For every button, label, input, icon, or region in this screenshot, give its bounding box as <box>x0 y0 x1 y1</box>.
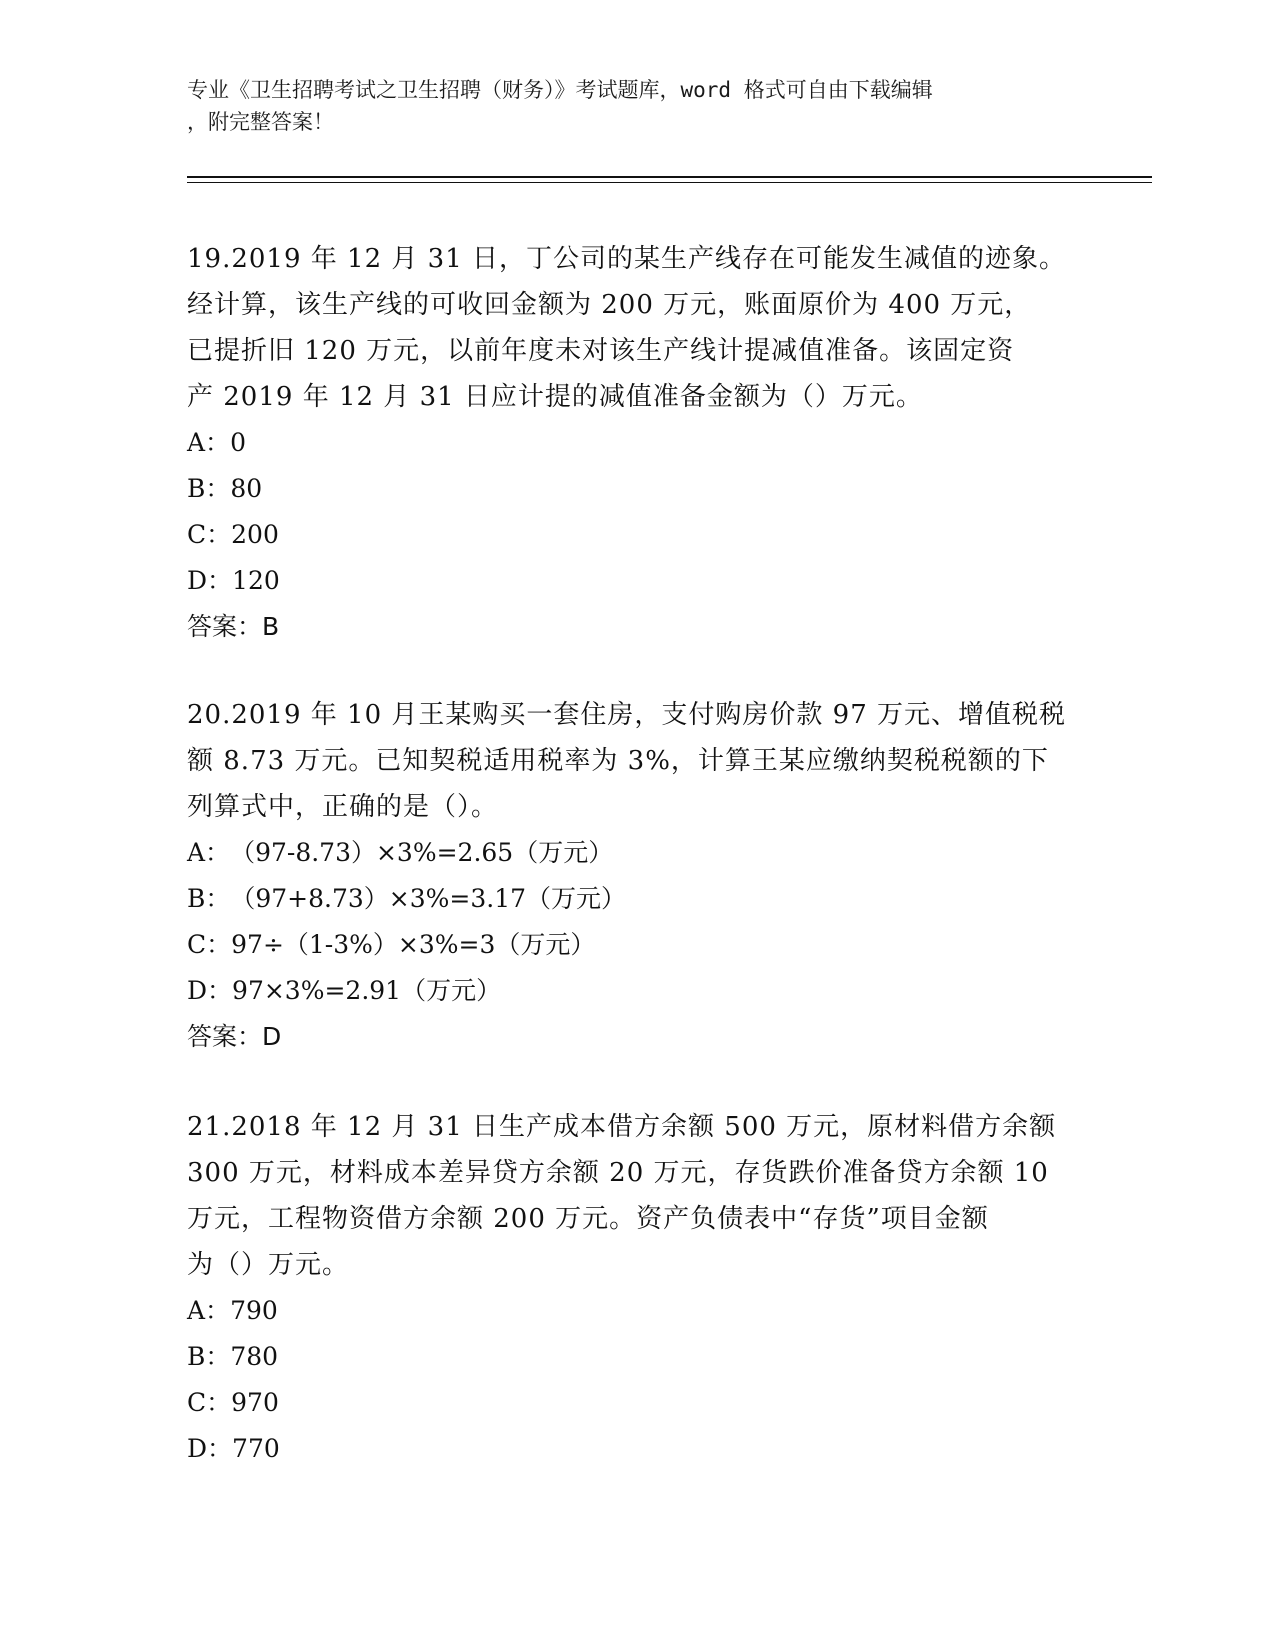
header-rule-thin <box>187 182 1152 183</box>
stem-line: 300 万元，材料成本差异贷方余额 20 万元，存货跌价准备贷方余额 10 <box>187 1158 1049 1188</box>
option-b <box>187 466 1087 512</box>
option-text: 770 <box>232 1434 280 1463</box>
question-stem <box>187 236 1087 420</box>
option-text: 780 <box>230 1342 279 1371</box>
option-key: D： <box>187 1434 233 1463</box>
option-text: （97+8.73）×3%=3.17（万元） <box>230 884 627 913</box>
question-19 <box>187 236 1087 650</box>
option-b <box>187 1334 1087 1380</box>
stem-line: 21.2018 年 12 月 31 日生产成本借方余额 500 万元，原材料借方余额 <box>187 1112 1057 1142</box>
stem-line: 额 8.73 万元。已知契税适用税率为 3%，计算王某应缴纳契税税额的下 <box>187 746 1049 776</box>
question-stem <box>187 1104 1087 1288</box>
option-text: 0 <box>230 428 246 457</box>
option-d <box>187 968 1087 1014</box>
header-line-2: ，附完整答案！ <box>187 110 334 134</box>
option-d <box>187 558 1087 604</box>
question-21 <box>187 1104 1087 1472</box>
option-text: 200 <box>231 520 279 549</box>
answer: 答案：D <box>187 1022 282 1051</box>
option-c <box>187 922 1087 968</box>
header-rule-thick <box>187 176 1152 178</box>
stem-line: 万元，工程物资借方余额 200 万元。资产负债表中“存货”项目金额 <box>187 1204 989 1234</box>
option-text: 80 <box>230 474 263 503</box>
option-key: B： <box>187 1342 231 1371</box>
answer: 答案：B <box>187 612 280 641</box>
document-header <box>187 74 1087 138</box>
option-key: A： <box>187 838 231 867</box>
option-text: （97-8.73）×3%=2.65（万元） <box>230 838 614 867</box>
option-a <box>187 1288 1087 1334</box>
option-c <box>187 1380 1087 1426</box>
question-20 <box>187 692 1087 1060</box>
option-a <box>187 420 1087 466</box>
option-c <box>187 512 1087 558</box>
header-line-1: 专业《卫生招聘考试之卫生招聘（财务）》考试题库，word 格式可自由下载编辑 <box>187 78 933 102</box>
stem-line: 20.2019 年 10 月王某购买一套住房，支付购房价款 97 万元、增值税税 <box>187 700 1067 730</box>
stem-line: 列算式中，正确的是（）。 <box>187 792 499 822</box>
option-key: B： <box>187 884 231 913</box>
option-key: C： <box>187 1388 232 1417</box>
stem-line: 产 2019 年 12 月 31 日应计提的减值准备金额为（）万元。 <box>187 382 923 412</box>
option-text: 790 <box>230 1296 278 1325</box>
option-key: C： <box>187 930 232 959</box>
option-key: B： <box>187 474 231 503</box>
stem-line: 已提折旧 120 万元，以前年度未对该生产线计提减值准备。该固定资 <box>187 336 1015 366</box>
option-a <box>187 830 1087 876</box>
option-text: 97÷（1-3%）×3%=3（万元） <box>231 930 596 959</box>
option-key: D： <box>187 976 233 1005</box>
option-d <box>187 1426 1087 1472</box>
stem-line: 19.2019 年 12 月 31 日，丁公司的某生产线存在可能发生减值的迹象。 <box>187 244 1067 274</box>
option-text: 970 <box>231 1388 279 1417</box>
option-text: 97×3%=2.91（万元） <box>232 976 502 1005</box>
option-key: A： <box>187 428 231 457</box>
option-key: A： <box>187 1296 231 1325</box>
question-stem <box>187 692 1087 830</box>
option-key: C： <box>187 520 232 549</box>
stem-line: 经计算，该生产线的可收回金额为 200 万元，账面原价为 400 万元， <box>187 290 1032 320</box>
option-key: D： <box>187 566 233 595</box>
stem-line: 为（）万元。 <box>187 1250 350 1280</box>
option-b <box>187 876 1087 922</box>
option-text: 120 <box>232 566 280 595</box>
